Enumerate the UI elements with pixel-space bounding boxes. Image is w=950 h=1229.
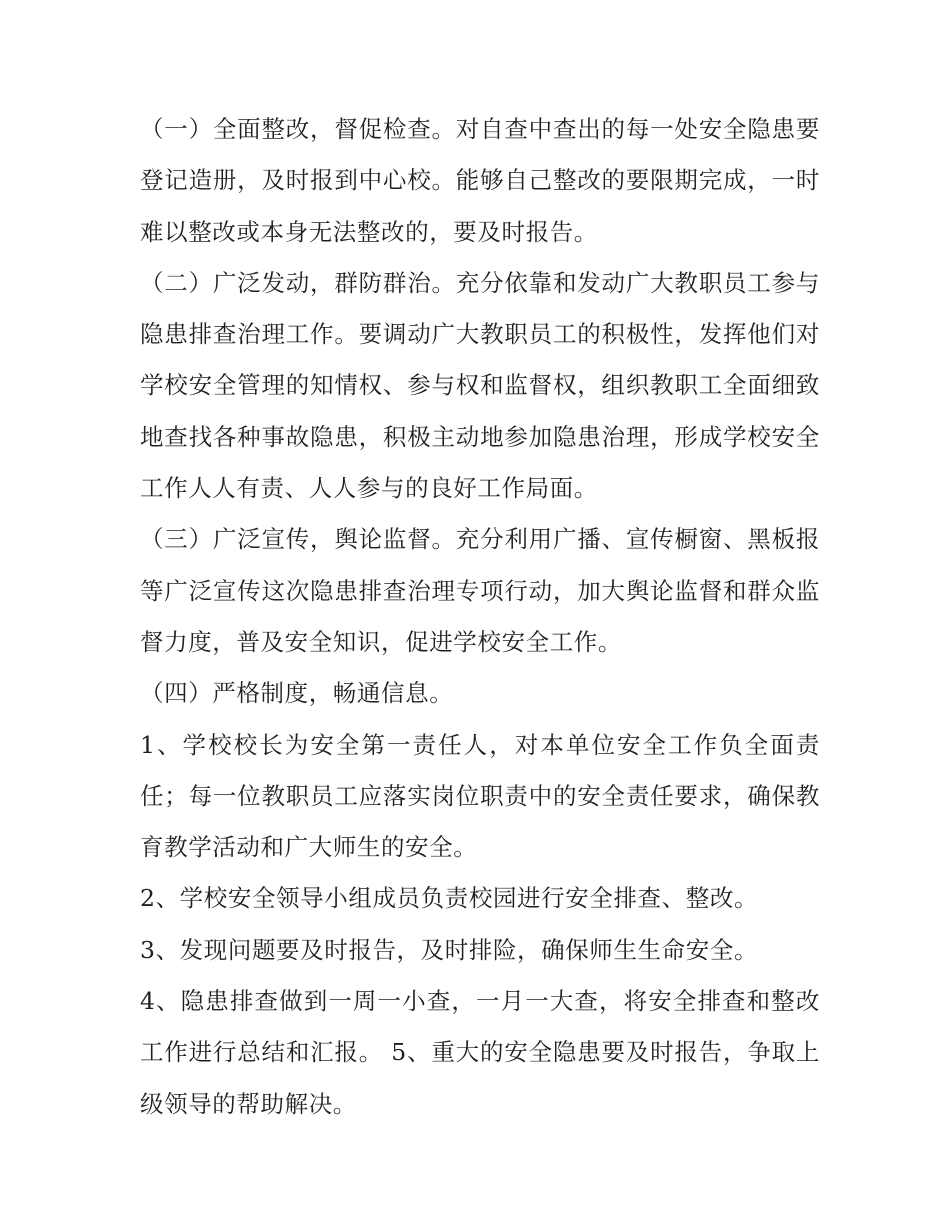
list-item-2: 2、学校安全领导小组成员负责校园进行安全排查、整改。 [140, 884, 759, 913]
paragraph-publicity-supervision: （三）广泛宣传，舆论监督。充分利用广播、宣传橱窗、黑板报等广泛宣传这次隐患排查治理专项行动，加大舆论监督和群众监督力度，普及安全知识，促进学校安全工作。 [140, 525, 820, 656]
document-body [140, 104, 820, 1130]
list-item-3: 3、发现问题要及时报告，及时排险，确保师生生命安全。 [140, 935, 759, 964]
paragraph-mass-mobilization: （二）广泛发动，群防群治。充分依靠和发动广大教职员工参与隐患排查治理工作。要调动广大教职员工的积极性，发挥他们对学校安全管理的知情权、参与权和监督权，组织教职工全面细致地查找各种事故隐患，积极主动地参加隐患治理，形成学校安全工作人人有责、人人参与的良好工作局面。 [140, 268, 820, 503]
paragraph-strict-system: （四）严格制度，畅通信息。 [140, 679, 454, 708]
paragraph-comprehensive-rectification: （一）全面整改，督促检查。对自查中查出的每一处安全隐患要登记造册，及时报到中心校。能够自己整改的要限期完成，一时难以整改或本身无法整改的，要及时报告。 [140, 115, 820, 246]
list-item-1: 1、学校校长为安全第一责任人，对本单位安全工作负全面责任；每一位教职员工应落实岗位职责中的安全责任要求，确保教育教学活动和广大师生的安全。 [140, 730, 820, 862]
list-item-4-5: 4、隐患排查做到一周一小查，一月一大查，将安全排查和整改工作进行总结和汇报。 5、重大的安全隐患要及时报告，争取上级领导的帮助解决。 [140, 987, 820, 1118]
